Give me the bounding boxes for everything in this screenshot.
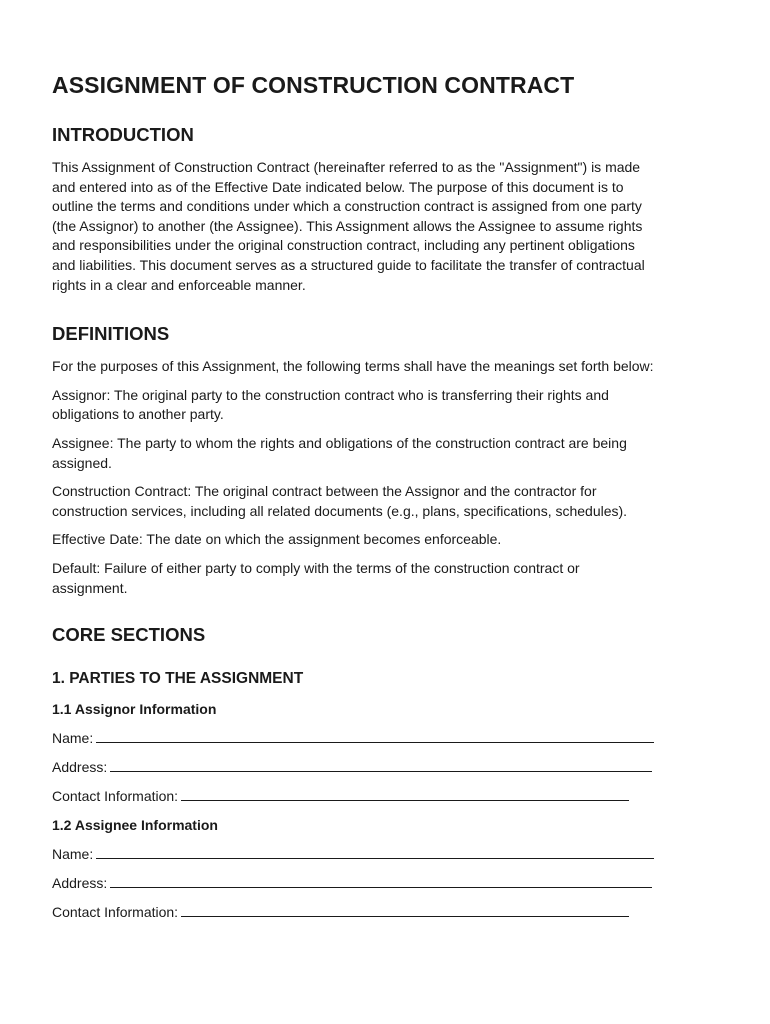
assignee-contact-label: Contact Information: [52, 904, 179, 921]
assignor-contact-label: Contact Information: [52, 788, 179, 805]
definition-line: Effective Date: The date on which the assignment becomes enforceable. [52, 531, 502, 548]
definitions-intro: For the purposes of this Assignment, the following terms shall have the meanings set forth below: [52, 358, 654, 375]
definition-line: Construction Contract: The original contract between the Assignor and the contractor for [52, 483, 597, 500]
assignee-address-field [52, 873, 722, 893]
assignor-contact-blank[interactable] [181, 788, 629, 801]
definition-line: construction services, including all related documents (e.g., plans, specifications, schedules). [52, 502, 628, 519]
introduction-line: outline the terms and conditions under which a construction contract is assigned from one party [52, 198, 642, 215]
assignor-address-field [52, 757, 722, 777]
assignee-address-blank[interactable] [110, 875, 652, 888]
definition-construction-contract [52, 482, 722, 521]
assignee-info-heading: 1.2 Assignee Information [52, 817, 218, 834]
definition-line: Assignor: The original party to the construction contract who is transferring their rights and [52, 386, 609, 403]
document-title: ASSIGNMENT OF CONSTRUCTION CONTRACT [52, 72, 575, 98]
assignor-contact-field [52, 786, 722, 806]
definition-assignee [52, 434, 722, 473]
introduction-paragraph [52, 158, 722, 295]
assignor-name-blank[interactable] [96, 730, 654, 743]
assignee-contact-blank[interactable] [181, 904, 629, 917]
introduction-line: and responsibilities under the original construction contract, including any pertinent obligations [52, 237, 635, 254]
assignee-name-label: Name: [52, 846, 94, 863]
assignor-address-blank[interactable] [110, 759, 652, 772]
assignee-name-field [52, 844, 722, 864]
introduction-line: This Assignment of Construction Contract (hereinafter referred to as the "Assignment") is made [52, 159, 641, 175]
assignor-name-field [52, 728, 722, 748]
document-page [52, 68, 722, 922]
introduction-line: rights in a clear and enforceable manner. [52, 276, 306, 293]
assignee-address-label: Address: [52, 875, 108, 892]
definition-effective-date [52, 530, 722, 550]
introduction-line: and entered into as of the Effective Date indicated below. The purpose of this document is to [52, 178, 624, 195]
assignor-address-label: Address: [52, 759, 108, 776]
definition-line: assigned. [52, 454, 112, 471]
definition-assignor [52, 386, 722, 425]
definition-default [52, 559, 722, 598]
definition-line: Assignee: The party to whom the rights and obligations of the construction contract are being [52, 434, 627, 451]
assignee-name-blank[interactable] [96, 846, 654, 859]
definitions-heading: DEFINITIONS [52, 323, 170, 345]
assignor-name-label: Name: [52, 730, 94, 747]
introduction-heading: INTRODUCTION [52, 124, 194, 145]
introduction-line: (the Assignor) to another (the Assignee). This Assignment allows the Assignee to assume rights [52, 217, 643, 234]
parties-heading: 1. PARTIES TO THE ASSIGNMENT [52, 670, 304, 688]
definition-line: Default: Failure of either party to comply with the terms of the construction contract or [52, 559, 580, 576]
definition-line: assignment. [52, 579, 128, 596]
assignee-contact-field [52, 902, 722, 922]
definition-line: obligations to another party. [52, 406, 224, 423]
introduction-line: and liabilities. This document serves as a structured guide to facilitate the transfer of contractual [52, 256, 645, 273]
assignor-info-heading: 1.1 Assignor Information [52, 701, 217, 718]
core-sections-heading: CORE SECTIONS [52, 624, 206, 646]
